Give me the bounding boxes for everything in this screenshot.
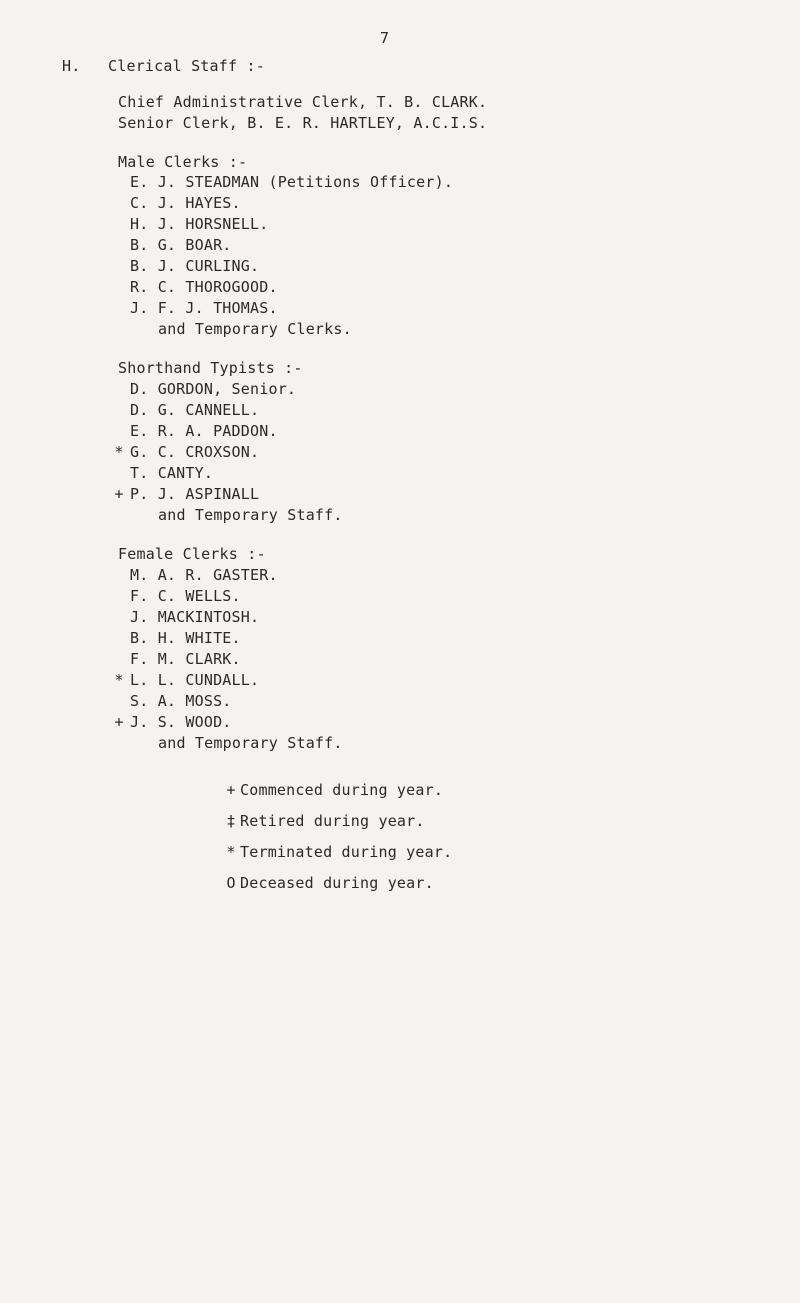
male-clerk-name: H. J. HORSNELL. [130,215,269,233]
typist-name: G. C. CROXSON. [130,443,260,461]
female-clerk-name: M. A. R. GASTER. [130,566,278,584]
status-mark: + [114,485,124,503]
female-clerks-heading: Female Clerks :- [118,545,266,563]
page-number: 7 [380,29,390,47]
male-clerks-heading: Male Clerks :- [118,153,248,171]
female-clerk-name: F. M. CLARK. [130,650,241,668]
typist-name: P. J. ASPINALL [130,485,260,503]
legend-text: Deceased during year. [240,874,434,892]
female-clerk-name: L. L. CUNDALL. [130,671,260,689]
typist-name: D. GORDON, Senior. [130,380,297,398]
typist-name: D. G. CANNELL. [130,401,260,419]
female-clerks-footer: and Temporary Staff. [158,734,343,752]
typist-name: E. R. A. PADDON. [130,422,278,440]
male-clerk-name: E. J. STEADMAN (Petitions Officer). [130,173,454,191]
legend-symbol: ‡ [226,812,236,830]
senior-clerk: Senior Clerk, B. E. R. HARTLEY, A.C.I.S. [118,114,488,132]
female-clerk-name: S. A. MOSS. [130,692,232,710]
legend-text: Commenced during year. [240,781,444,799]
male-clerks-footer: and Temporary Clerks. [158,320,352,338]
status-mark: * [114,443,124,461]
legend-symbol: O [226,874,236,892]
male-clerk-name: B. J. CURLING. [130,257,260,275]
male-clerk-name: R. C. THOROGOOD. [130,278,278,296]
male-clerk-name: C. J. HAYES. [130,194,241,212]
female-clerk-name: J. MACKINTOSH. [130,608,260,626]
legend-text: Terminated during year. [240,843,453,861]
female-clerk-name: F. C. WELLS. [130,587,241,605]
section-title: Clerical Staff :- [108,57,265,75]
shorthand-typists-footer: and Temporary Staff. [158,506,343,524]
female-clerk-name: B. H. WHITE. [130,629,241,647]
legend-symbol: + [226,781,236,799]
typist-name: T. CANTY. [130,464,214,482]
female-clerk-name: J. S. WOOD. [130,713,232,731]
legend-text: Retired during year. [240,812,425,830]
section-letter: H. [62,57,81,75]
male-clerk-name: J. F. J. THOMAS. [130,299,278,317]
male-clerk-name: B. G. BOAR. [130,236,232,254]
shorthand-typists-heading: Shorthand Typists :- [118,359,303,377]
legend-symbol: * [226,843,236,861]
chief-administrative-clerk: Chief Administrative Clerk, T. B. CLARK. [118,93,488,111]
status-mark: + [114,713,124,731]
status-mark: * [114,671,124,689]
